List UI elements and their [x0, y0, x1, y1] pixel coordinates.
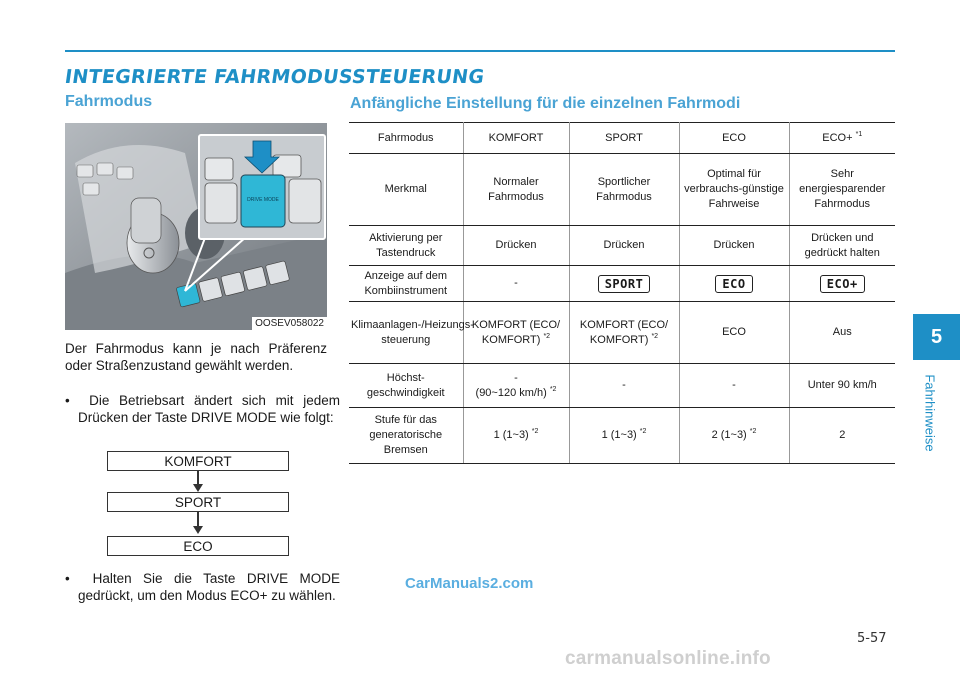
table-row — [349, 154, 895, 226]
table-cell: Unter 90 km/h — [789, 364, 895, 408]
table-cell — [463, 302, 569, 364]
arrow-down-icon — [193, 484, 203, 492]
table-cell: - — [679, 364, 789, 408]
cluster-eco-indicator: ECO — [715, 275, 752, 293]
bullet-mark: • — [65, 571, 70, 586]
footnote-ref: *2 — [639, 428, 647, 435]
header-eco-plus: ECO+ — [822, 131, 853, 144]
table-header-row — [349, 123, 895, 154]
footnote-ref: *2 — [543, 332, 551, 340]
bullet-press-sequence — [65, 392, 340, 426]
table-cell: Optimal für verbrauchs-günstige Fahrweise — [679, 154, 789, 226]
console-illustration — [65, 123, 327, 330]
top-rule — [65, 50, 895, 52]
table-header-cell: Fahrmodus — [349, 123, 463, 154]
page-title: INTEGRIERTE FAHRMODUSSTEUERUNG — [63, 66, 486, 88]
table-cell — [789, 266, 895, 302]
table-header-cell — [789, 123, 895, 154]
section-heading-initial-settings: Anfängliche Einstellung für die einzelnen Fahrmodi — [350, 95, 741, 112]
table-cell: Merkmal — [349, 154, 463, 226]
flow-eco: ECO — [107, 536, 289, 556]
table-header-cell: SPORT — [569, 123, 679, 154]
section-heading-fahrmodus: Fahrmodus — [65, 93, 153, 110]
table-cell — [463, 364, 569, 408]
table-cell — [569, 408, 679, 464]
table-header-cell: ECO — [679, 123, 789, 154]
chapter-label-text: Fahrhinweise — [922, 374, 938, 452]
drive-mode-settings-table — [349, 122, 895, 464]
table-cell — [679, 408, 789, 464]
table-cell — [463, 408, 569, 464]
cell-text: 2 (1~3) — [711, 429, 747, 441]
footnote-ref: *2 — [531, 428, 539, 435]
bullet-text: Halten Sie die Taste DRIVE MODE gedrückt, um den Modus ECO+ zu wählen. — [78, 571, 340, 603]
chapter-tab: 5 — [913, 314, 960, 360]
bullet-text: Die Betriebsart ändert sich mit jedem Drücken der Taste DRIVE MODE wie folgt: — [78, 393, 340, 425]
table-cell — [569, 302, 679, 364]
table-cell: Sportlicher Fahrmodus — [569, 154, 679, 226]
table-cell: Anzeige auf dem Kombiinstrument — [349, 266, 463, 302]
flow-line — [197, 471, 199, 485]
table-row — [349, 302, 895, 364]
footnote-ref: *2 — [651, 332, 659, 340]
table-cell: ECO — [679, 302, 789, 364]
table-cell: Drücken — [679, 226, 789, 266]
table-row — [349, 226, 895, 266]
table-row — [349, 266, 895, 302]
table-cell: - — [463, 266, 569, 302]
table-cell: 2 — [789, 408, 895, 464]
page-number: 5-57 — [857, 631, 887, 646]
flow-komfort: KOMFORT — [107, 451, 289, 471]
table-cell: Höchst-geschwindigkeit — [349, 364, 463, 408]
table-cell: Drücken — [463, 226, 569, 266]
cluster-eco-plus-indicator: ECO+ — [820, 275, 865, 293]
table-cell: Aktivierung per Tastendruck — [349, 226, 463, 266]
footnote-ref: *2 — [549, 385, 557, 393]
watermark-carmanualsonline: carmanualsonline.info — [565, 648, 771, 669]
table-cell — [569, 266, 679, 302]
table-cell: Sehr energiesparender Fahrmodus — [789, 154, 895, 226]
watermark-carmanuals2: CarManuals2.com — [405, 575, 534, 592]
cluster-sport-indicator: SPORT — [598, 275, 651, 293]
table-row — [349, 364, 895, 408]
table-row — [349, 408, 895, 464]
cell-text: - — [514, 371, 518, 384]
table-cell: Stufe für das generatorische Bremsen — [349, 408, 463, 464]
table-header-cell: KOMFORT — [463, 123, 569, 154]
flow-sport: SPORT — [107, 492, 289, 512]
table-cell: - — [569, 364, 679, 408]
arrow-down-icon — [193, 526, 203, 534]
table-cell — [679, 266, 789, 302]
cell-text: KOMFORT (ECO/ KOMFORT) — [471, 318, 561, 346]
cell-text: 1 (1~3) — [493, 429, 529, 441]
cell-text: KOMFORT (ECO/ KOMFORT) — [579, 318, 669, 346]
cell-text: 1 (1~3) — [601, 429, 637, 441]
bullet-mark: • — [65, 393, 70, 408]
footnote-ref: *2 — [749, 428, 757, 435]
flow-line — [197, 512, 199, 527]
intro-paragraph: Der Fahrmodus kann je nach Präferenz oder Straßenzustand gewählt werden. — [65, 341, 327, 373]
table-cell: Drücken und gedrückt halten — [789, 226, 895, 266]
table-cell: Drücken — [569, 226, 679, 266]
table-cell: Klimaanlagen-/Heizungs-steuerung — [349, 302, 463, 364]
bullet-hold-eco-plus — [65, 570, 340, 604]
chapter-label — [920, 368, 940, 458]
table-cell: Normaler Fahrmodus — [463, 154, 569, 226]
drive-mode-console-photo — [65, 123, 327, 330]
footnote-ref: *1 — [855, 130, 863, 138]
table-cell: Aus — [789, 302, 895, 364]
figure-code: OOSEV058022 — [252, 317, 327, 330]
cell-text: (90~120 km/h) — [475, 386, 547, 399]
drive-mode-button-label: DRIVE MODE — [247, 197, 279, 203]
